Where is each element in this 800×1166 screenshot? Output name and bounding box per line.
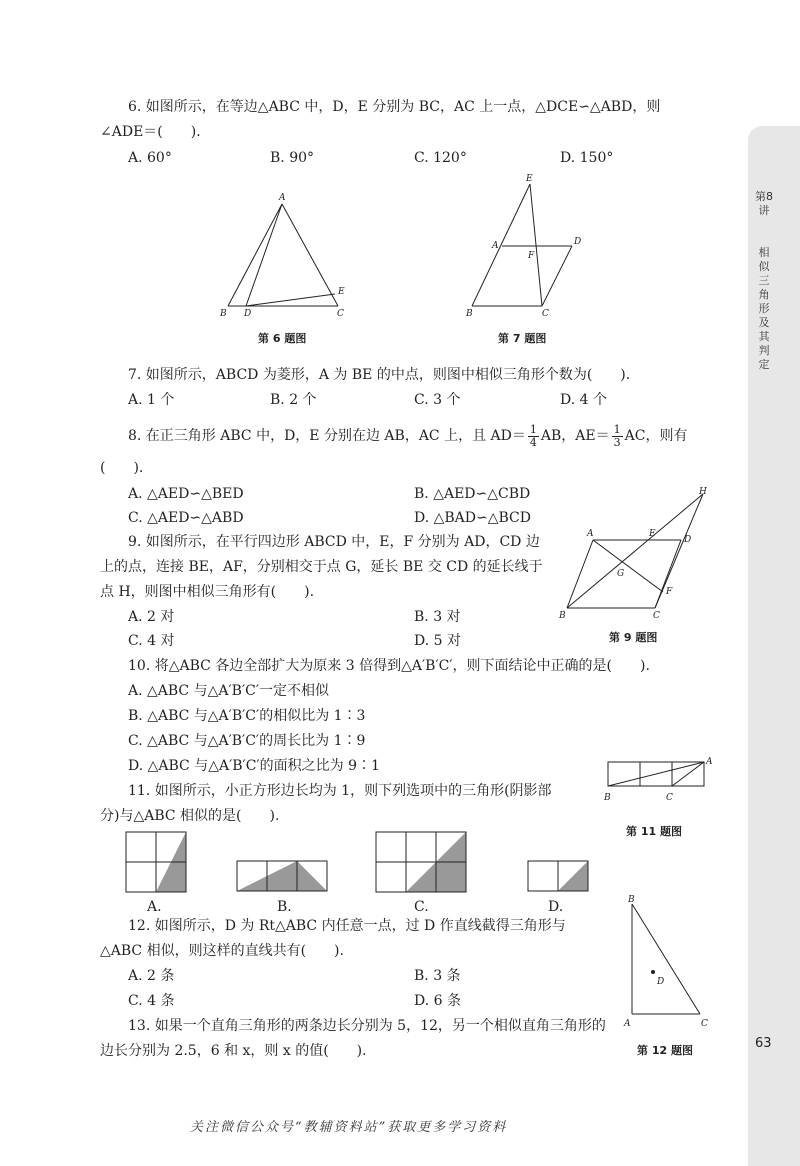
q12-label-a: A [624, 1019, 631, 1029]
q8-frac1-den: 4 [529, 435, 537, 449]
q7-option-d: D. 4 个 [560, 392, 607, 408]
q6-option-a: A. 60° [128, 150, 172, 166]
q7-figure [460, 170, 590, 320]
q9-stem-line3: 点 H，则图中相似三角形有( ). [100, 584, 315, 600]
q8-stem-part2: AB，AE＝ [540, 428, 610, 444]
q9-figure [555, 482, 715, 626]
q9-label-a: A [587, 529, 594, 539]
q12-label-b: B [628, 895, 635, 905]
q12-option-c: C. 4 条 [128, 993, 175, 1009]
q12-option-d: D. 6 条 [414, 993, 461, 1009]
q11-label-c: C [666, 793, 673, 803]
q8-stem-part3: AC，则有 [624, 428, 688, 444]
q11-option-a: A. [147, 899, 162, 915]
q7-figure-caption: 第 7 题图 [498, 332, 547, 345]
q8-stem-part1: 8. 在正三角形 ABC 中，D，E 分别在边 AB，AC 上，且 AD＝ [128, 428, 526, 444]
q11-label-a: A [706, 757, 713, 767]
q9-label-d: D [684, 535, 692, 545]
q8-frac1-num: 1 [529, 422, 537, 436]
footer-promo: 关注微信公众号“教辅资料站”获取更多学习资料 [190, 1120, 508, 1135]
q9-figure-caption: 第 9 题图 [609, 631, 658, 644]
q8-frac2-num: 1 [613, 422, 621, 436]
q6-option-b: B. 90° [270, 150, 315, 166]
q9-option-b: B. 3 对 [414, 609, 461, 625]
q9-stem-line1: 9. 如图所示，在平行四边形 ABCD 中，E，F 分别为 AD，CD 边 [128, 534, 540, 550]
q8-stem-line2: ( ). [100, 460, 144, 476]
q6-label-e: E [338, 287, 345, 297]
q8-option-a: A. △AED∽△BED [128, 486, 244, 502]
q7-option-b: B. 2 个 [270, 392, 317, 408]
q9-option-a: A. 2 对 [128, 609, 175, 625]
q6-figure-caption: 第 6 题图 [258, 332, 307, 345]
q9-label-b: B [559, 611, 566, 621]
q8-stem-line1 [128, 418, 687, 454]
q6-option-d: D. 150° [560, 150, 614, 166]
q8-option-b: B. △AED∽△CBD [414, 486, 531, 502]
q12-figure [620, 892, 715, 1032]
q11-stem-line2: 分)与△ABC 相似的是( ). [100, 808, 280, 824]
q8-frac2-den: 3 [613, 435, 621, 449]
q9-label-h: H [699, 487, 707, 497]
q11-label-b: B [604, 793, 611, 803]
q10-option-d: D. △ABC 与△A′B′C′的面积之比为 9∶1 [128, 758, 380, 774]
q7-option-a: A. 1 个 [128, 392, 175, 408]
q12-stem-line1: 12. 如图所示，D 为 Rt△ABC 内任意一点，过 D 作直线截得三角形与 [128, 918, 566, 934]
q13-stem-line2: 边长分别为 2.5，6 和 x，则 x 的值( ). [100, 1043, 367, 1059]
q9-label-e: E [649, 529, 656, 539]
q9-stem-line2: 上的点，连接 BE，AF，分别相交于点 G，延长 BE 交 CD 的延长线于 [100, 559, 543, 575]
q6-stem-line2: ∠ADE＝( ). [100, 124, 201, 140]
q12-figure-caption: 第 12 题图 [637, 1044, 693, 1057]
q6-label-b: B [220, 309, 227, 319]
q12-option-b: B. 3 条 [414, 968, 461, 984]
q7-label-c: C [542, 309, 549, 319]
q6-label-c: C [337, 309, 344, 319]
q12-label-d: D [657, 977, 665, 987]
q9-option-c: C. 4 对 [128, 633, 175, 649]
q11-stem-line1: 11. 如图所示，小正方形边长均为 1，则下列选项中的三角形(阴影部 [128, 783, 552, 799]
q9-label-c: C [653, 611, 660, 621]
q10-option-b: B. △ABC 与△A′B′C′的相似比为 1∶3 [128, 708, 366, 724]
q11-option-b: B. [277, 899, 292, 915]
q6-option-c: C. 120° [414, 150, 467, 166]
q6-label-a: A [279, 193, 286, 203]
q8-fraction-1 [528, 424, 539, 449]
q11-option-d: D. [548, 899, 564, 915]
q12-stem-line2: △ABC 相似，则这样的直线共有( ). [100, 943, 344, 959]
q7-stem: 7. 如图所示，ABCD 为菱形，A 为 BE 的中点，则图中相似三角形个数为( ). [128, 367, 631, 383]
q9-option-d: D. 5 对 [414, 633, 461, 649]
q6-figure [210, 188, 360, 320]
q6-stem-line1: 6. 如图所示，在等边△ABC 中，D，E 分别为 BC，AC 上一点，△DCE∽△ABD，则 [128, 99, 661, 115]
q13-stem-line1: 13. 如果一个直角三角形的两条边长分别为 5，12，另一个相似直角三角形的 [128, 1018, 606, 1034]
q9-label-f: F [666, 587, 673, 597]
q11-figure-caption: 第 11 题图 [626, 825, 682, 838]
q10-stem: 10. 将△ABC 各边全部扩大为原来 3 倍得到△A′B′C′，则下面结论中正确的是( ). [128, 658, 650, 674]
q11-option-a-figure [122, 828, 188, 894]
q11-option-c: C. [414, 899, 429, 915]
q11-option-b-figure [233, 857, 331, 895]
q12-option-a: A. 2 条 [128, 968, 175, 984]
q11-option-d-figure [524, 857, 592, 895]
q9-label-g: G [617, 569, 625, 579]
q7-label-e: E [526, 174, 533, 184]
q10-option-c: C. △ABC 与△A′B′C′的周长比为 1∶9 [128, 733, 366, 749]
chapter-number: 第8讲 [755, 190, 773, 217]
q7-label-d: D [574, 237, 582, 247]
q10-option-a: A. △ABC 与△A′B′C′一定不相似 [128, 683, 330, 699]
q7-label-b: B [466, 309, 473, 319]
q8-fraction-2 [612, 424, 623, 449]
chapter-title: 相似三角形及其判定 [758, 246, 770, 371]
q11-option-c-figure [372, 828, 470, 894]
q7-label-a: A [492, 241, 499, 251]
q11-reference-figure [600, 754, 715, 810]
q12-label-c: C [701, 1019, 708, 1029]
q8-option-d: D. △BAD∽△BCD [414, 510, 531, 526]
page-number: 63 [755, 1036, 772, 1051]
q6-label-d: D [244, 309, 252, 319]
q7-option-c: C. 3 个 [414, 392, 461, 408]
q7-label-f: F [528, 251, 535, 261]
q8-option-c: C. △AED∽△ABD [128, 510, 244, 526]
